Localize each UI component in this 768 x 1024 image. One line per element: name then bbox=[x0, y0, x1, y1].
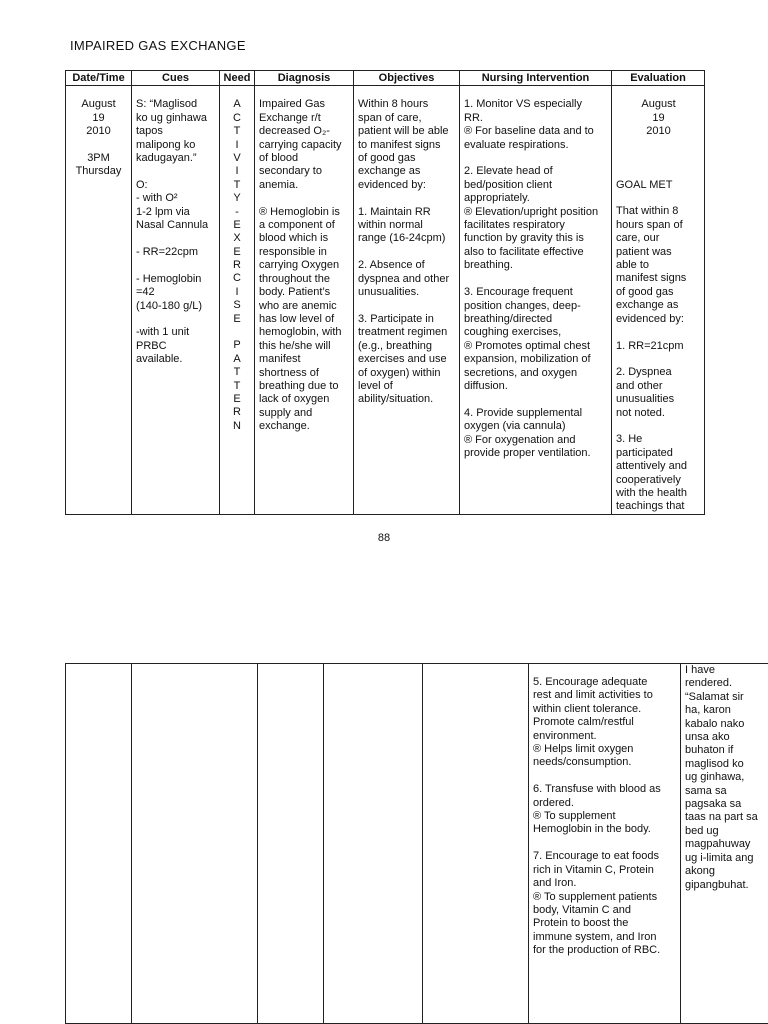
diagnosis-cell bbox=[324, 664, 423, 1024]
date-time-cell bbox=[66, 664, 132, 1024]
evaluation-cell bbox=[612, 86, 705, 515]
need-letter: E bbox=[233, 393, 241, 405]
need-letter: A bbox=[233, 98, 241, 111]
table-row bbox=[66, 664, 768, 1024]
need-letter: X bbox=[233, 232, 241, 245]
cues-cell bbox=[132, 664, 258, 1024]
need-letter: P bbox=[233, 339, 241, 352]
need-letter: E bbox=[233, 245, 241, 258]
header-date-time: Date/Time bbox=[66, 71, 132, 86]
need-letter: I bbox=[235, 165, 239, 178]
table-header-row bbox=[66, 71, 705, 86]
need-letter: T bbox=[233, 366, 241, 379]
header-need: Need bbox=[220, 71, 255, 86]
interventions-cell: 5. Encourage adequate rest and limit activities to within client tolerance. Promote calm/restful environment. ® Helps limit oxygen needs/consumption. 6. Transfuse with blood as ordered. ® To supplement Hemoglobin in the body. 7. Encourage to eat foods rich in Vitamin C, Protein and Iron. ® To supplement patients body, Vitamin C and Protein to boost the immune system, and Iron for the production of RBC. bbox=[529, 664, 681, 1024]
diagnosis-cell: Impaired Gas Exchange r/t decreased O₂- carrying capacity of blood secondary to anemia. ® Hemoglobin is a component of blood which is responsible in carrying Oxygen throughout the body. Patient’s who are anemic has low level of hemoglobin, with this he/she will manifest shortness of breathing due to lack of oxygen supply and exchange. bbox=[255, 86, 354, 515]
need-letter: N bbox=[233, 419, 241, 432]
need-cell bbox=[258, 664, 324, 1024]
objectives-cell bbox=[423, 664, 529, 1024]
evaluation-cell: I have rendered. “Salamat sir ha, karon kabalo nako unsa ako buhaton if maglisod ko ug ginhawa, sama sa pagsaka sa taas na part sa bed ug magpahuway ug i-limita ang akong gipangbuhat. bbox=[681, 664, 768, 1024]
need-letter: R bbox=[233, 406, 241, 419]
table-row bbox=[66, 86, 705, 515]
need-letter: E bbox=[233, 312, 241, 325]
need-letter bbox=[220, 326, 254, 339]
need-letter: T bbox=[233, 125, 241, 138]
need-letter: R bbox=[233, 259, 241, 272]
need-letter: I bbox=[235, 138, 239, 151]
cues-cell: S: “Maglisod ko ug ginhawa tapos malipong ko kadugayan.” O: - with O² 1-2 lpm via Nasal Cannula - RR=22cpm - Hemoglobin =42 (140-180 g/L) -with 1 unit PRBC available. bbox=[132, 86, 220, 515]
need-letter: T bbox=[233, 379, 241, 392]
need-letter: I bbox=[235, 285, 239, 298]
care-plan-table-page-2 bbox=[65, 663, 768, 1024]
need-letter: V bbox=[233, 151, 241, 164]
date-time-cell: August 19 2010 3PM Thursday bbox=[66, 86, 132, 515]
header-nursing-intervention: Nursing Intervention bbox=[460, 71, 612, 86]
evaluation-date: August 19 2010 bbox=[641, 98, 676, 138]
need-letter: C bbox=[233, 272, 241, 285]
interventions-cell: 1. Monitor VS especially RR. ® For baseline data and to evaluate respirations. 2. Elevate head of bed/position client appropriately. ® Elevation/upright position facilitates respiratory function by gravity this is also to facilitate effective breathing. 3. Encourage frequent position changes, deep- breathing/directed coughing exercises, ® Promotes optimal chest expansion, mobilization of secretions, and oxygen diffusion. 4. Provide supplemental oxygen (via cannula) ® For oxygenation and provide proper ventilation. bbox=[460, 86, 612, 515]
document-title: IMPAIRED GAS EXCHANGE bbox=[70, 38, 246, 53]
objectives-cell: Within 8 hours span of care, patient will be able to manifest signs of good gas exchange as evidenced by: 1. Maintain RR within normal range (16-24cpm) 2. Absence of dyspnea and other unusualities. 3. Participate in treatment regimen (e.g., breathing exercises and use of oxygen) within level of ability/situation. bbox=[354, 86, 460, 515]
header-evaluation: Evaluation bbox=[612, 71, 705, 86]
need-letter: Y bbox=[233, 192, 241, 205]
need-letter: S bbox=[233, 299, 241, 312]
need-cell bbox=[220, 86, 255, 515]
header-cues: Cues bbox=[132, 71, 220, 86]
evaluation-text: GOAL MET That within 8 hours span of care, our patient was able to manifest signs of good gas exchange as evidenced by: 1. RR=21cpm 2. Dyspnea and other unusualities not noted. 3. He participated attentively and cooperatively with the health teachings that bbox=[616, 178, 687, 513]
need-letter: T bbox=[233, 178, 241, 191]
header-diagnosis: Diagnosis bbox=[255, 71, 354, 86]
care-plan-table-page-1 bbox=[65, 70, 705, 515]
need-letter: C bbox=[233, 111, 241, 124]
header-objectives: Objectives bbox=[354, 71, 460, 86]
need-letter: E bbox=[233, 218, 241, 231]
need-letter: A bbox=[233, 352, 241, 365]
need-letter: - bbox=[235, 205, 239, 218]
page-number: 88 bbox=[377, 532, 391, 544]
